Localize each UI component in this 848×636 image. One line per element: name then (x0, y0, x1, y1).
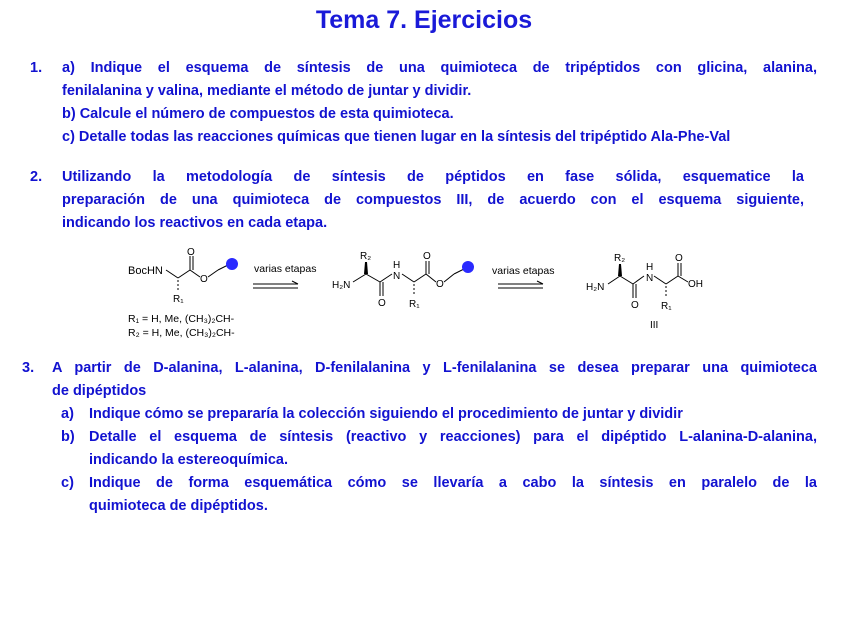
r1-label: R₁ (173, 294, 184, 305)
question-2-line3: indicando los reactivos en cada etapa. (62, 215, 328, 231)
r2-label: R₂ (614, 253, 626, 264)
question-1a-line2: fenilalanina y valina, mediante el método de juntar y dividir. (62, 83, 472, 99)
arrow-2-label: varias etapas (492, 265, 555, 277)
question-3c-line2: quimioteca de dipéptidos. (89, 498, 268, 514)
question-3-line2: de dipéptidos (52, 383, 147, 399)
r1-definition: R₁ = H, Me, (CH₃)₂CH- (128, 313, 235, 325)
question-2-line1: Utilizando la metodología de síntesis de péptidos en fase sólida, esquematice la (62, 169, 804, 185)
arrow-1-label: varias etapas (254, 263, 317, 275)
synthesis-scheme (120, 244, 720, 344)
bochn-label: BocHN (128, 265, 163, 277)
nitrogen-label: N (646, 273, 654, 284)
resin-bead-icon (462, 261, 474, 273)
question-3a-label: a) (61, 406, 74, 422)
h-label: H (393, 260, 401, 271)
question-1-number: 1. (30, 60, 43, 76)
r1-label: R₁ (661, 301, 672, 312)
h2n-label: H₂N (586, 282, 605, 293)
h-label: H (646, 262, 654, 273)
oh-label: OH (688, 279, 703, 290)
question-3b-line1: Detalle el esquema de síntesis (reactivo y reacciones) para el dipéptido L-alanina-D-alanina, (89, 429, 817, 445)
question-3b-line2: indicando la estereoquímica. (89, 452, 289, 468)
oxygen-label: O (423, 251, 431, 262)
question-3a: Indique cómo se prepararía la colección siguiendo el procedimiento de juntar y dividir (89, 406, 683, 422)
question-3-line1: A partir de D-alanina, L-alanina, D-fenilalanina y L-fenilalanina se desea preparar una quimioteca (52, 360, 817, 376)
question-2-line2: preparación de una quimioteca de compuestos III, de acuerdo con el esquema siguiente, (62, 192, 804, 208)
oxygen-label: O (378, 298, 386, 309)
question-3c-line1: Indique de forma esquemática cómo se llevaría a cabo la síntesis en paralelo de la (89, 475, 817, 491)
page-title: Tema 7. Ejercicios (315, 6, 533, 34)
r1-label: R₁ (409, 299, 420, 310)
oxygen-label: O (675, 253, 683, 264)
oxygen-label: O (436, 279, 444, 290)
resin-bead-icon (226, 258, 238, 270)
compound-label: III (650, 320, 659, 331)
oxygen-label: O (200, 274, 208, 285)
oxygen-label: O (187, 247, 195, 258)
question-1a-line1: a) Indique el esquema de síntesis de una quimioteca de tripéptidos con glicina, alanina, (62, 60, 817, 76)
question-3b-label: b) (61, 429, 75, 445)
oxygen-label: O (631, 300, 639, 311)
h2n-label: H₂N (332, 280, 351, 291)
question-2-number: 2. (30, 169, 43, 185)
question-1c: c) Detalle todas las reacciones químicas que tienen lugar en la síntesis del tripéptido Ala-Phe-Val (62, 129, 731, 145)
question-3c-label: c) (61, 475, 74, 491)
r2-definition: R₂ = H, Me, (CH₃)₂CH- (128, 327, 235, 339)
question-3-number: 3. (22, 360, 35, 376)
question-1b: b) Calcule el número de compuestos de esta quimioteca. (62, 106, 454, 122)
nitrogen-label: N (393, 271, 401, 282)
r2-label: R₂ (360, 251, 372, 262)
